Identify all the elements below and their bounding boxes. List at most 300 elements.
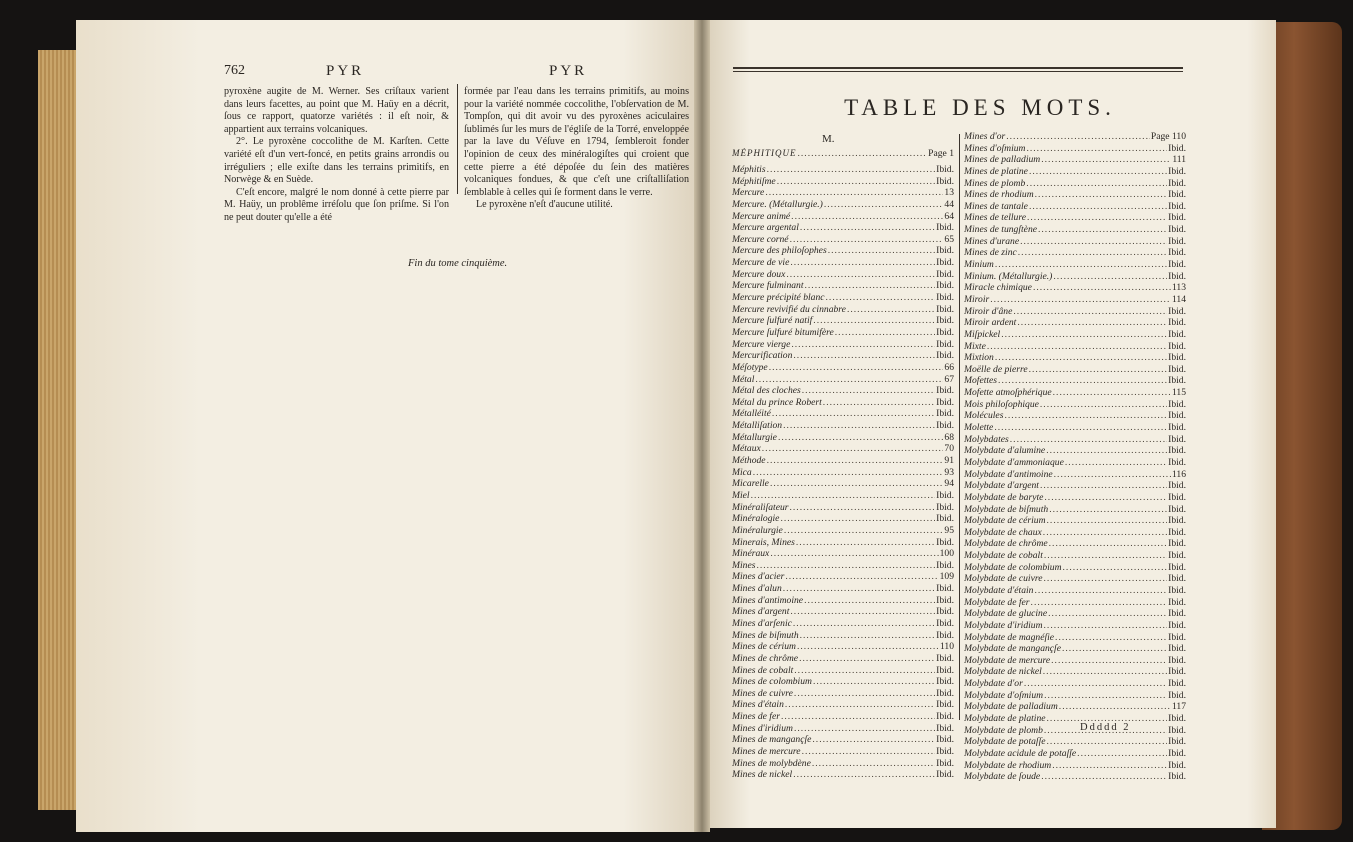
index-entry [964, 597, 1186, 609]
index-entry [964, 154, 1186, 166]
index-entry [964, 538, 1186, 550]
leader-dots [1047, 736, 1168, 747]
index-page-ref: Ibid. [936, 326, 954, 338]
index-term: Molybdate d'argent [964, 480, 1039, 492]
index-page-ref: Ibid. [1168, 212, 1186, 224]
index-term: Mines de tellure [964, 212, 1026, 224]
index-page-ref: Ibid. [936, 594, 954, 606]
leader-dots [805, 280, 936, 291]
index-page-ref: Ibid. [1168, 363, 1186, 375]
index-term: Mixtion [964, 352, 994, 364]
index-entry [964, 608, 1186, 620]
index-entry [732, 327, 954, 339]
index-page-ref: 117 [1171, 701, 1186, 713]
leader-dots [1006, 131, 1150, 142]
index-page-ref: 114 [1171, 293, 1186, 305]
page-title: TABLE DES MOTS. [844, 95, 1116, 120]
leader-dots [1031, 597, 1168, 608]
index-entry [732, 397, 954, 409]
index-page-ref: 67 [944, 373, 954, 385]
index-page-ref: Ibid. [936, 268, 954, 280]
index-term: Métallurgie [732, 431, 777, 443]
index-term: Métal du prince Robert [732, 396, 822, 408]
index-entry [964, 341, 1186, 353]
leader-dots [1063, 562, 1168, 573]
leader-dots [1044, 690, 1167, 701]
index-term: Mines de chrôme [732, 652, 799, 664]
index-term: Mines de colombium [732, 676, 812, 688]
leader-dots [1077, 748, 1167, 759]
leader-dots [784, 525, 944, 536]
index-term: Méthode [732, 455, 766, 467]
index-entry [964, 690, 1186, 702]
leader-dots [780, 513, 935, 524]
index-entry [732, 758, 954, 770]
index-page-ref: Ibid. [936, 746, 954, 758]
leader-dots [785, 699, 935, 710]
end-note: Fin du tome cinquième. [408, 258, 508, 269]
index-term: Molybdate de magnéſie [964, 631, 1055, 643]
index-entry [964, 294, 1186, 306]
index-page-ref: Ibid. [936, 396, 954, 408]
index-entry [964, 550, 1186, 562]
index-term: Miracle chimique [964, 282, 1032, 294]
leader-dots [786, 269, 935, 280]
index-page-ref: Ibid. [1168, 456, 1186, 468]
index-term: Molybdate de plomb [964, 724, 1043, 736]
leader-dots [1046, 445, 1167, 456]
leader-dots [777, 176, 935, 187]
index-entry [732, 148, 954, 164]
index-entry [964, 410, 1186, 422]
index-term: Mercure animé [732, 210, 791, 222]
index-entry [964, 271, 1186, 283]
index-term: Molybdate de cérium [964, 515, 1046, 527]
index-entry [732, 304, 954, 316]
index-entry [964, 480, 1186, 492]
index-page-ref: Ibid. [936, 303, 954, 315]
index-term: Molybdate de ſoude [964, 771, 1041, 783]
index-term: Méphitis [732, 164, 766, 175]
index-entry [732, 537, 954, 549]
leader-dots [765, 187, 943, 198]
index-page-ref: Ibid. [936, 559, 954, 571]
index-entry [964, 317, 1186, 329]
index-term: Mines de cérium [732, 641, 796, 653]
leader-dots [794, 688, 935, 699]
index-term: Mofettes [964, 375, 998, 387]
index-page-ref: Ibid. [1168, 445, 1186, 457]
index-entry [732, 408, 954, 420]
leader-dots [781, 711, 935, 722]
leader-dots [772, 408, 935, 419]
index-entry [732, 595, 954, 607]
index-page-ref: Ibid. [1168, 491, 1186, 503]
index-page-ref: Ibid. [936, 583, 954, 595]
leader-dots [1047, 515, 1168, 526]
index-term: Minéralurgie [732, 524, 783, 536]
leader-dots [785, 571, 938, 582]
index-page-ref: 100 [939, 548, 954, 560]
leader-dots [794, 723, 935, 734]
running-head-right: PYR [549, 63, 588, 79]
index-entry [732, 734, 954, 746]
paragraph: C'eſt encore, malgré le nom donné à cette pierre par M. Haüy, un problême irréſolu que ſon priſme. Si l'on ne peut douter qu'elle a été [224, 186, 449, 223]
index-entry [732, 478, 954, 490]
index-term: Molybdate de palladium [964, 701, 1058, 713]
index-page-ref: 66 [944, 361, 954, 373]
index-term: Mixte [964, 340, 986, 352]
index-page-ref: Ibid. [1168, 165, 1186, 177]
index-page-ref: Ibid. [1168, 724, 1186, 736]
index-page-ref: Ibid. [1168, 503, 1186, 515]
index-term: Molybdate de cobalt [964, 550, 1043, 562]
leader-dots [826, 292, 936, 303]
index-page-ref: Ibid. [936, 245, 954, 257]
leader-dots [1054, 469, 1171, 480]
leader-dots [1044, 550, 1167, 561]
leader-dots [1010, 434, 1167, 445]
index-page-ref: Ibid. [936, 617, 954, 629]
text-column-1 [224, 86, 449, 225]
index-term: Molette [964, 422, 994, 434]
index-entry [964, 771, 1186, 783]
index-page-ref: 95 [944, 524, 954, 536]
index-entry [964, 178, 1186, 190]
index-term: Molybdate de potaſſe [964, 736, 1046, 748]
index-term: Mines [732, 559, 756, 571]
index-entry [732, 467, 954, 479]
leader-dots [755, 374, 943, 385]
index-entry [732, 688, 954, 700]
leader-dots [998, 375, 1167, 386]
leader-dots [1049, 538, 1167, 549]
index-entry [732, 443, 954, 455]
index-page-ref: Ibid. [936, 292, 954, 304]
index-page-ref: Ibid. [936, 280, 954, 292]
section-letter: M. [822, 133, 835, 145]
index-entry [732, 571, 954, 583]
leader-dots [813, 315, 935, 326]
index-page-ref: Ibid. [1168, 596, 1186, 608]
index-term: Mercure argental [732, 222, 799, 234]
leader-dots [790, 502, 936, 513]
index-entry [964, 236, 1186, 248]
index-entry [732, 245, 954, 257]
leader-dots [1018, 247, 1167, 258]
index-term: Mines d'arſenic [732, 617, 792, 629]
index-entry [964, 282, 1186, 294]
index-page-ref: Ibid. [936, 536, 954, 548]
index-entry [964, 329, 1186, 341]
index-page-ref: Ibid. [1168, 584, 1186, 596]
index-page-ref: Ibid. [1168, 759, 1186, 771]
index-page-ref: Ibid. [1168, 398, 1186, 410]
index-entry [732, 560, 954, 572]
leader-dots [770, 478, 943, 489]
index-term: Mines de molybdène [732, 757, 811, 769]
leader-dots [847, 304, 935, 315]
index-entry [964, 166, 1186, 178]
index-entry [732, 746, 954, 758]
index-term: Moëlle de pierre [964, 363, 1028, 375]
index-term: Métaux [732, 443, 761, 455]
index-entry [732, 350, 954, 362]
index-page-ref: 113 [1171, 282, 1186, 294]
index-term: Molybdate d'oſmium [964, 689, 1044, 701]
index-entry [964, 701, 1186, 713]
leader-dots [769, 362, 944, 373]
index-term: Minerais, Mines [732, 536, 795, 548]
index-term: Mines de cobalt [732, 664, 794, 676]
index-page-ref: Ibid. [1168, 526, 1186, 538]
index-entry [964, 725, 1186, 737]
index-term: Métal [732, 373, 755, 385]
index-entry [964, 620, 1186, 632]
book-gutter [694, 20, 710, 832]
index-term: Molybdate de cuivre [964, 573, 1043, 585]
index-term: Mercure ſulfuré natif [732, 315, 813, 327]
index-entry [732, 676, 954, 688]
leader-dots [994, 422, 1167, 433]
leader-dots [990, 294, 1171, 305]
leader-dots [835, 327, 935, 338]
index-page-ref: Ibid. [936, 350, 954, 362]
index-page-ref: Ibid. [936, 606, 954, 618]
index-entry [732, 525, 954, 537]
index-entry [964, 224, 1186, 236]
leader-dots [778, 432, 943, 443]
index-page-ref: Ibid. [936, 676, 954, 688]
index-entry [732, 432, 954, 444]
index-term: Minium [964, 259, 994, 271]
index-entry [732, 164, 954, 176]
index-entry [964, 399, 1186, 411]
leader-dots [1034, 585, 1167, 596]
index-entry [732, 374, 954, 386]
leader-dots [790, 234, 944, 245]
index-entry [732, 665, 954, 677]
leader-dots [1026, 178, 1167, 189]
leader-dots [1051, 655, 1167, 666]
leader-dots [800, 222, 935, 233]
index-entry [964, 247, 1186, 259]
index-term: Mois philoſophique [964, 398, 1039, 410]
leader-dots [802, 385, 935, 396]
index-term: Miroir d'âne [964, 305, 1013, 317]
index-entry [732, 315, 954, 327]
index-term: Mines d'alun [732, 583, 782, 595]
leader-dots [1041, 154, 1171, 165]
index-entry [732, 292, 954, 304]
index-entry [964, 643, 1186, 655]
index-page-ref: Ibid. [1168, 689, 1186, 701]
index-term: Molybdate d'or [964, 678, 1023, 690]
index-entry [964, 713, 1186, 725]
leader-dots [783, 420, 935, 431]
index-entry [964, 259, 1186, 271]
index-page-ref: Ibid. [1168, 550, 1186, 562]
leader-dots [812, 734, 935, 745]
leader-dots [1059, 701, 1171, 712]
leader-dots [828, 245, 935, 256]
index-entry [732, 199, 954, 211]
index-entry [732, 618, 954, 630]
index-term: Minéraux [732, 548, 770, 560]
leader-dots [995, 352, 1167, 363]
index-page-ref: 93 [944, 466, 954, 478]
index-page-ref: Ibid. [1168, 747, 1186, 759]
leader-dots [1055, 632, 1167, 643]
index-term: MÉPHITIQUE [732, 148, 797, 158]
index-term: Molybdates [964, 433, 1009, 445]
leader-dots [1065, 457, 1167, 468]
index-term: Molybdate de colombium [964, 561, 1062, 573]
index-entry [732, 583, 954, 595]
index-term: Mercure vierge [732, 338, 791, 350]
index-entry [732, 723, 954, 735]
leader-dots [753, 467, 944, 478]
index-page-ref: Ibid. [936, 513, 954, 525]
leader-dots [1053, 387, 1171, 398]
index-term: Molybdate de platine [964, 713, 1046, 725]
index-term: Molybdate de glucine [964, 608, 1048, 620]
index-term: Minium. (Métallurgie.) [964, 270, 1053, 282]
index-term: Miſpickel [964, 328, 1001, 340]
paragraph: 2°. Le pyroxène coccolithe de M. Karſten. Cette variété eſt d'un vert-foncé, en petits grains arrondis ou irréguliers ; elle exiſte dans les terrains primitifs, en Norwège & en Suède. [224, 136, 449, 186]
index-page-ref: Ibid. [1168, 270, 1186, 282]
index-term: Métalléité [732, 408, 771, 420]
index-term: Mines de rhodium [964, 189, 1034, 201]
index-page-ref: 116 [1171, 468, 1186, 480]
index-term: Mines de platine [964, 165, 1028, 177]
index-page-ref: 70 [944, 443, 954, 455]
leader-dots [767, 455, 944, 466]
index-page-ref: Ibid. [1168, 247, 1186, 259]
leader-dots [793, 618, 935, 629]
index-page-ref: 13 [944, 187, 954, 199]
leader-dots [1044, 620, 1168, 631]
index-page-ref: Ibid. [936, 687, 954, 699]
index-page-ref: Ibid. [1168, 561, 1186, 573]
index-page-ref: Ibid. [1168, 189, 1186, 201]
index-page-ref: Ibid. [936, 257, 954, 269]
index-term: Molybdate de mangançſe [964, 643, 1061, 655]
index-term: Molybdate de baryte [964, 491, 1044, 503]
index-term: Mines de mangançſe [732, 734, 812, 746]
leader-dots [1043, 527, 1167, 538]
leader-dots [1026, 143, 1167, 154]
index-page-ref: 68 [944, 431, 954, 443]
index-term: Miroir [964, 293, 990, 305]
index-term: Molybdate de fer [964, 596, 1030, 608]
index-term: Molybdate d'alumine [964, 445, 1046, 457]
index-entry [964, 422, 1186, 434]
index-column-2 [964, 131, 1186, 783]
leader-dots [793, 769, 935, 780]
leader-dots [802, 746, 936, 757]
leader-dots [1048, 608, 1167, 619]
index-page-ref: Ibid. [1168, 643, 1186, 655]
leader-dots [791, 339, 935, 350]
leader-dots [813, 676, 935, 687]
index-page-ref: Ibid. [1168, 480, 1186, 492]
index-term: Méphitiſme [732, 175, 776, 187]
index-term: Mines de zinc [964, 247, 1017, 259]
index-page-ref: Ibid. [1168, 573, 1186, 585]
index-page-ref: Ibid. [1168, 538, 1186, 550]
index-page-ref: Ibid. [1168, 352, 1186, 364]
top-rule [733, 67, 1183, 69]
index-entry [732, 641, 954, 653]
index-entry [732, 502, 954, 514]
index-term: Molécules [964, 410, 1004, 422]
leader-dots [1041, 771, 1167, 782]
index-page-ref: 94 [944, 478, 954, 490]
leader-dots [756, 560, 935, 571]
index-page-ref: 44 [944, 198, 954, 210]
leader-dots [1013, 306, 1167, 317]
index-page-ref: Ibid. [936, 338, 954, 350]
leader-dots [1024, 678, 1167, 689]
index-entry [964, 760, 1186, 772]
leader-dots [767, 164, 936, 175]
leader-dots [751, 490, 936, 501]
index-page-ref: Ibid. [1168, 515, 1186, 527]
leader-dots [824, 199, 944, 210]
index-term: Mercure. (Métallurgie.) [732, 198, 823, 210]
index-entry [964, 678, 1186, 690]
index-page-ref: Ibid. [1168, 259, 1186, 271]
index-page-ref: Ibid. [936, 734, 954, 746]
index-term: Molybdate de chaux [964, 526, 1042, 538]
index-term: Mines d'antimoine [732, 594, 804, 606]
index-page-ref: Ibid. [1168, 200, 1186, 212]
index-entry [732, 606, 954, 618]
index-entry [732, 513, 954, 525]
index-entry [964, 434, 1186, 446]
page-number: 762 [224, 63, 245, 78]
leader-dots [1029, 201, 1167, 212]
index-page-ref: Ibid. [1168, 340, 1186, 352]
index-term: Mercure revivifié du cinnabre [732, 303, 846, 315]
index-page-ref: 111 [1172, 154, 1186, 166]
index-entry [732, 257, 954, 269]
index-term: Minéraliſateur [732, 501, 789, 513]
index-page-ref: Ibid. [1168, 713, 1186, 725]
index-term: Miel [732, 489, 750, 501]
index-entry [964, 364, 1186, 376]
leader-dots [770, 548, 938, 559]
index-term: Mercure [732, 187, 765, 199]
index-page-ref: Ibid. [1168, 608, 1186, 620]
column-divider [959, 134, 960, 720]
leader-dots [798, 148, 928, 159]
signature-mark: Ddddd 2 [1080, 722, 1131, 733]
index-term: Métal des cloches [732, 385, 801, 397]
index-entry [964, 375, 1186, 387]
index-term: Mines de tantale [964, 200, 1028, 212]
index-entry [964, 457, 1186, 469]
index-term: Mercurification [732, 350, 793, 362]
index-term: Mercure fulminant [732, 280, 804, 292]
index-term: Mofette atmoſphérique [964, 387, 1052, 399]
index-page-ref: Ibid. [936, 222, 954, 234]
index-term: Molybdate d'étain [964, 584, 1034, 596]
index-page-ref: Ibid. [936, 664, 954, 676]
index-term: Mines de cuivre [732, 687, 793, 699]
index-term: Molybdate d'iridium [964, 619, 1043, 631]
